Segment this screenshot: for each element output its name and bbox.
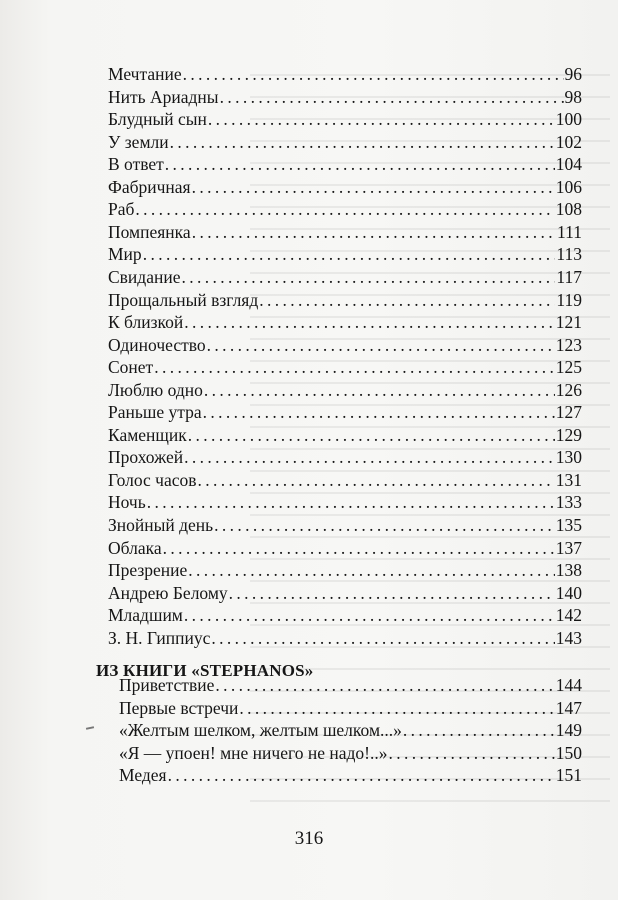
dot-leader [168,764,555,786]
toc-entry-title: Андрею Белому [108,582,228,603]
dot-leader [165,153,555,175]
dot-leader [143,243,556,265]
toc-entry-title: Фабричная [108,176,191,197]
toc-entry-title: Раб [108,199,135,220]
dot-leader [184,604,555,626]
toc-entry-title: Свидание [108,266,181,287]
dot-leader [203,401,555,423]
toc-entry-title: З. Н. Гиппиус [108,627,211,648]
toc-entry [108,86,582,108]
toc-entry-page: 113 [556,244,582,265]
toc-entry-title: Знойный день [108,515,214,535]
toc-entry-title: Ночь [108,492,146,513]
toc-entry-page: 144 [555,675,582,695]
toc-entry [108,311,582,333]
toc-entry-title: Мечтание [108,64,182,84]
toc-entry [119,719,582,741]
toc-entry [108,582,582,604]
toc-entry [108,198,582,220]
toc-entry [119,697,582,719]
dot-leader [183,63,564,85]
dot-leader [147,491,555,513]
toc-entry [108,446,582,468]
dot-leader [239,697,554,719]
toc-entry [108,289,582,311]
toc-entry-title: Голос часов [108,469,197,490]
toc-entry-page: 104 [555,154,582,175]
toc-entry [108,356,582,378]
toc-entry [108,604,582,626]
toc-entry-page: 135 [555,515,582,535]
toc-entry-page: 130 [555,447,582,468]
toc-entry-title: Каменщик [108,424,187,445]
toc-entry [108,537,582,559]
dot-leader [181,266,555,288]
toc-entry-title: Медея [119,765,167,786]
toc-entry-title: Младшим [108,605,183,626]
toc-entry-page: 123 [555,334,582,355]
toc-entry [119,764,582,786]
toc-entry-title: Сонет [108,357,154,378]
toc-entry [108,266,582,288]
toc-entry-page: 117 [556,266,582,287]
toc-entry-title: Прощальный взгляд [108,289,259,310]
toc-entry-title: Презрение [108,560,188,581]
toc-entry [108,379,582,401]
dot-leader [211,627,554,649]
page-number: 316 [294,828,324,849]
toc-entry-title: У земли [108,131,169,152]
toc-entry-page: 142 [555,605,582,626]
toc-entry-page: 126 [555,379,582,400]
toc-entry-title: К близкой [108,312,184,333]
toc-entry-page: 108 [555,199,582,220]
dot-leader [198,469,555,491]
dot-leader [403,719,555,741]
toc-entry-page: 129 [555,424,582,445]
toc-entry-page: 147 [555,697,582,718]
dot-leader [163,537,555,559]
dot-leader [135,198,554,220]
toc-entry-page: 106 [555,176,582,197]
toc-entry [108,243,582,265]
dot-leader [192,221,556,243]
toc-entry-title: Приветствие [119,675,215,695]
toc-entry-page: 137 [555,537,582,558]
toc-entry-title: В ответ [108,154,164,175]
toc-entry-title: Прохожей [108,447,184,468]
toc-entry-title: Облака [108,537,162,558]
toc-entry [108,153,582,175]
toc-entry-page: 111 [557,221,582,242]
toc-entry-title: Раньше утра [108,402,202,423]
dot-leader [192,176,555,198]
dot-leader [259,289,555,311]
toc-entry [108,559,582,581]
toc-entry-page: 125 [555,357,582,378]
toc-entry [108,514,582,536]
toc-entry-page: 138 [555,560,582,581]
toc-entry [108,401,582,423]
toc-entry-page: 133 [555,492,582,513]
toc-entry [119,742,582,764]
dot-leader [184,446,555,468]
toc-entry [108,108,582,130]
toc-entry-page: 100 [555,109,582,130]
dot-leader [207,334,555,356]
toc-entry [108,221,582,243]
toc-entry-page: 96 [564,64,582,84]
toc-entry-page: 127 [555,402,582,423]
toc-entry-page: 98 [564,86,582,107]
toc-entry [108,63,582,85]
dot-leader [170,131,555,153]
toc-entry-page: 143 [555,627,582,648]
dot-leader [154,356,555,378]
toc-entry [108,131,582,153]
toc-entry [108,334,582,356]
toc-entry-title: Первые встречи [119,697,239,718]
dot-leader [188,424,555,446]
dot-leader [208,108,555,130]
toc-entry-title: Помпеянка [108,221,191,242]
dot-leader [220,86,564,108]
toc-entry-page: 131 [555,469,582,490]
toc-entry-page: 102 [555,131,582,152]
section-heading: ИЗ КНИГИ «STEPHANOS» [96,661,314,680]
toc-entry [108,176,582,198]
toc-entry [108,469,582,491]
toc-entry-title: Блудный сын [108,109,207,130]
dot-leader [214,514,555,536]
toc-entry-title: Мир [108,244,142,265]
toc-entry-title: Одиночество [108,334,206,355]
dot-leader [388,742,554,764]
toc-entry-page: 150 [555,742,582,763]
dot-leader [204,379,555,401]
toc-entry-page: 151 [555,765,582,786]
toc-entry [108,627,582,649]
toc-entry-page: 140 [555,582,582,603]
toc-entry-title: Люблю одно [108,379,203,400]
toc-entry [108,491,582,513]
toc-entry-title: «Я — упоен! мне ничего не надо!..» [119,742,388,763]
toc-entry-page: 121 [555,312,582,333]
dot-leader [229,582,555,604]
toc-entry [108,424,582,446]
dot-leader [188,559,554,581]
toc-entry-page: 119 [556,289,582,310]
toc-entry-page: 149 [555,720,582,741]
toc-entry-title: «Желтым шелком, желтым шелком...» [119,720,402,741]
dot-leader [184,311,554,333]
toc-entry-title: Нить Ариадны [108,86,219,107]
